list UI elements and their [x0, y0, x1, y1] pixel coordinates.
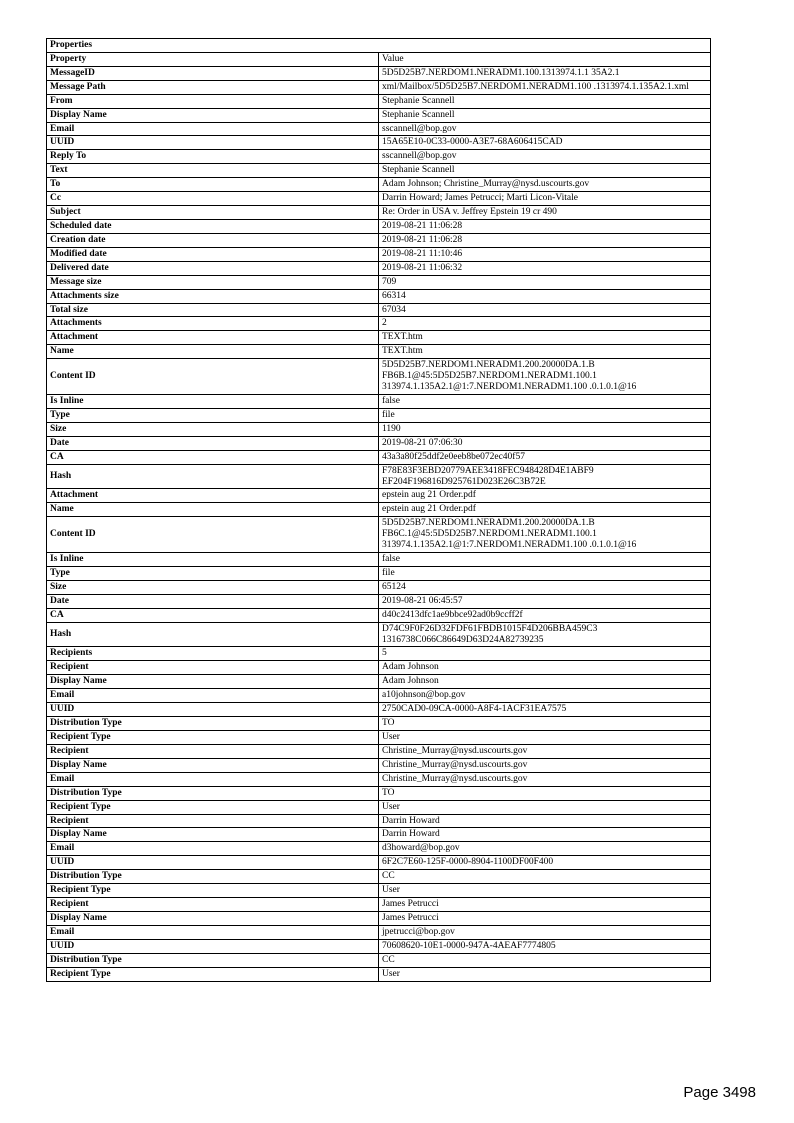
table-row [47, 122, 711, 136]
table-row [47, 758, 711, 772]
property-value-recipients: 5 [379, 647, 711, 661]
property-name-attachment: Attachment [47, 489, 379, 503]
property-name-ca: CA [47, 450, 379, 464]
table-row [47, 717, 711, 731]
property-value-ca: d40c2413dfc1ae9bbce92ad0b9ccff2f [379, 608, 711, 622]
property-value-email: d3howard@bop.gov [379, 842, 711, 856]
table-row [47, 800, 711, 814]
property-value-recipient: Darrin Howard [379, 814, 711, 828]
table-row [47, 939, 711, 953]
property-name-recipient: Recipient [47, 744, 379, 758]
table-row [47, 247, 711, 261]
table-row [47, 489, 711, 503]
property-name-recipients: Recipients [47, 647, 379, 661]
table-row [47, 52, 711, 66]
property-name-content-id: Content ID [47, 359, 379, 395]
property-name-hash: Hash [47, 622, 379, 647]
table-row [47, 136, 711, 150]
property-value-modified-date: 2019-08-21 11:10:46 [379, 247, 711, 261]
property-value-total-size: 67034 [379, 303, 711, 317]
table-row [47, 608, 711, 622]
table-row [47, 594, 711, 608]
property-name-uuid: UUID [47, 939, 379, 953]
table-row [47, 436, 711, 450]
property-value-display-name: Stephanie Scannell [379, 108, 711, 122]
property-value-hash: F78E83F3EBD20779AEE3418FEC948428D4E1ABF9 EF204F196816D925761D023E26C3B72E [379, 464, 711, 489]
property-value-content-id: 5D5D25B7.NERDOM1.NERADM1.200.20000DA.1.B FB6C.1@45:5D5D25B7.NERDOM1.NERADM1.100.1 313974.1.135A2.1@1:7.NERDOM1.NERADM1.100 .0.1.0.1@16 [379, 517, 711, 553]
property-name-display-name: Display Name [47, 758, 379, 772]
property-name-recipient-type: Recipient Type [47, 884, 379, 898]
property-value-display-name: Christine_Murray@nysd.uscourts.gov [379, 758, 711, 772]
property-name-email: Email [47, 122, 379, 136]
table-row [47, 80, 711, 94]
property-value-email: Christine_Murray@nysd.uscourts.gov [379, 772, 711, 786]
property-name-hash: Hash [47, 464, 379, 489]
table-row [47, 661, 711, 675]
property-value-name: TEXT.htm [379, 345, 711, 359]
table-row [47, 689, 711, 703]
property-name-total-size: Total size [47, 303, 379, 317]
property-name-type: Type [47, 408, 379, 422]
table-row [47, 814, 711, 828]
table-row [47, 898, 711, 912]
property-value-recipient-type: User [379, 967, 711, 981]
property-name-email: Email [47, 772, 379, 786]
property-value-is-inline: false [379, 394, 711, 408]
table-row [47, 647, 711, 661]
property-name-display-name: Display Name [47, 108, 379, 122]
table-row [47, 108, 711, 122]
property-name-date: Date [47, 436, 379, 450]
table-row [47, 450, 711, 464]
table-row [47, 828, 711, 842]
property-value-scheduled-date: 2019-08-21 11:06:28 [379, 219, 711, 233]
table-row [47, 150, 711, 164]
property-value-delivered-date: 2019-08-21 11:06:32 [379, 261, 711, 275]
property-name-display-name: Display Name [47, 675, 379, 689]
property-value-from: Stephanie Scannell [379, 94, 711, 108]
property-name-size: Size [47, 422, 379, 436]
table-row [47, 786, 711, 800]
property-value-email: a10johnson@bop.gov [379, 689, 711, 703]
property-name-display-name: Display Name [47, 828, 379, 842]
table-row [47, 912, 711, 926]
property-value-text: Stephanie Scannell [379, 164, 711, 178]
property-value-recipient-type: User [379, 884, 711, 898]
property-name-is-inline: Is Inline [47, 553, 379, 567]
property-value-attachments-size: 66314 [379, 289, 711, 303]
table-row [47, 566, 711, 580]
table-row [47, 517, 711, 553]
property-name-content-id: Content ID [47, 517, 379, 553]
property-value-recipient: James Petrucci [379, 898, 711, 912]
property-name-distribution-type: Distribution Type [47, 786, 379, 800]
property-name-modified-date: Modified date [47, 247, 379, 261]
property-name-email: Email [47, 925, 379, 939]
property-value-creation-date: 2019-08-21 11:06:28 [379, 233, 711, 247]
property-value-attachments: 2 [379, 317, 711, 331]
property-name-recipient: Recipient [47, 898, 379, 912]
properties-table [46, 38, 711, 982]
property-value-email: jpetrucci@bop.gov [379, 925, 711, 939]
table-row [47, 178, 711, 192]
property-value-uuid: 6F2C7E60-125F-0000-8904-1100DF00F400 [379, 856, 711, 870]
table-row [47, 233, 711, 247]
property-name-uuid: UUID [47, 136, 379, 150]
property-value-recipient: Christine_Murray@nysd.uscourts.gov [379, 744, 711, 758]
property-name-recipient-type: Recipient Type [47, 967, 379, 981]
table-row [47, 731, 711, 745]
property-name-name: Name [47, 503, 379, 517]
table-row [47, 580, 711, 594]
table-row [47, 261, 711, 275]
property-name-cc: Cc [47, 192, 379, 206]
property-value-attachment: epstein aug 21 Order.pdf [379, 489, 711, 503]
property-value-date: 2019-08-21 06:45:57 [379, 594, 711, 608]
property-value-reply-to: sscannell@bop.gov [379, 150, 711, 164]
table-row [47, 884, 711, 898]
property-name-attachments: Attachments [47, 317, 379, 331]
property-name-distribution-type: Distribution Type [47, 953, 379, 967]
property-name-scheduled-date: Scheduled date [47, 219, 379, 233]
table-row [47, 772, 711, 786]
property-value-property: Value [379, 52, 711, 66]
property-name-from: From [47, 94, 379, 108]
table-row [47, 394, 711, 408]
table-row [47, 317, 711, 331]
property-value-content-id: 5D5D25B7.NERDOM1.NERADM1.200.20000DA.1.B FB6B.1@45:5D5D25B7.NERDOM1.NERADM1.100.1 313974.1.135A2.1@1:7.NERDOM1.NERADM1.100 .0.1.0.1@16 [379, 359, 711, 395]
table-row [47, 345, 711, 359]
table-row [47, 359, 711, 395]
property-value-display-name: James Petrucci [379, 912, 711, 926]
property-name-message-path: Message Path [47, 80, 379, 94]
table-row [47, 422, 711, 436]
property-name-recipient: Recipient [47, 814, 379, 828]
table-row [47, 303, 711, 317]
table-title: Properties [47, 39, 711, 53]
property-name-display-name: Display Name [47, 912, 379, 926]
table-row [47, 164, 711, 178]
property-name-distribution-type: Distribution Type [47, 870, 379, 884]
property-value-distribution-type: CC [379, 870, 711, 884]
table-row [47, 275, 711, 289]
property-value-date: 2019-08-21 07:06:30 [379, 436, 711, 450]
property-value-ca: 43a3a80f25ddf2e0eeb8be072ec40f57 [379, 450, 711, 464]
property-value-recipient-type: User [379, 731, 711, 745]
table-title-row [47, 39, 711, 53]
property-value-to: Adam Johnson; Christine_Murray@nysd.uscourts.gov [379, 178, 711, 192]
property-value-messageid: 5D5D25B7.NERDOM1.NERADM1.100.1313974.1.1 35A2.1 [379, 66, 711, 80]
property-value-subject: Re: Order in USA v. Jeffrey Epstein 19 cr 490 [379, 206, 711, 220]
property-value-hash: D74C9F0F26D32FDF61FBDB1015F4D206BBA459C3 1316738C066C86649D63D24A82739235 [379, 622, 711, 647]
property-name-uuid: UUID [47, 856, 379, 870]
property-value-uuid: 70608620-10E1-0000-947A-4AEAF7774805 [379, 939, 711, 953]
property-name-attachments-size: Attachments size [47, 289, 379, 303]
property-name-subject: Subject [47, 206, 379, 220]
table-row [47, 870, 711, 884]
table-row [47, 967, 711, 981]
table-row [47, 744, 711, 758]
table-row [47, 675, 711, 689]
property-name-uuid: UUID [47, 703, 379, 717]
property-value-message-size: 709 [379, 275, 711, 289]
table-row [47, 192, 711, 206]
table-row [47, 289, 711, 303]
table-row [47, 94, 711, 108]
property-value-uuid: 2750CAD0-09CA-0000-A8F4-1ACF31EA7575 [379, 703, 711, 717]
property-value-size: 65124 [379, 580, 711, 594]
property-value-size: 1190 [379, 422, 711, 436]
property-value-recipient: Adam Johnson [379, 661, 711, 675]
property-value-type: file [379, 566, 711, 580]
property-name-email: Email [47, 689, 379, 703]
property-value-name: epstein aug 21 Order.pdf [379, 503, 711, 517]
property-name-to: To [47, 178, 379, 192]
property-value-uuid: 15A65E10-0C33-0000-A3E7-68A606415CAD [379, 136, 711, 150]
property-value-is-inline: false [379, 553, 711, 567]
table-row [47, 856, 711, 870]
table-row [47, 464, 711, 489]
table-row [47, 408, 711, 422]
properties-table-body [47, 39, 711, 982]
table-row [47, 703, 711, 717]
table-row [47, 953, 711, 967]
property-value-attachment: TEXT.htm [379, 331, 711, 345]
table-row [47, 925, 711, 939]
table-row [47, 206, 711, 220]
property-name-reply-to: Reply To [47, 150, 379, 164]
property-name-recipient: Recipient [47, 661, 379, 675]
property-name-text: Text [47, 164, 379, 178]
property-name-distribution-type: Distribution Type [47, 717, 379, 731]
property-name-is-inline: Is Inline [47, 394, 379, 408]
property-name-name: Name [47, 345, 379, 359]
property-name-ca: CA [47, 608, 379, 622]
property-value-recipient-type: User [379, 800, 711, 814]
property-name-type: Type [47, 566, 379, 580]
property-name-delivered-date: Delivered date [47, 261, 379, 275]
property-value-distribution-type: CC [379, 953, 711, 967]
table-row [47, 503, 711, 517]
table-row [47, 622, 711, 647]
table-row [47, 553, 711, 567]
property-name-property: Property [47, 52, 379, 66]
property-name-size: Size [47, 580, 379, 594]
property-name-date: Date [47, 594, 379, 608]
property-value-distribution-type: TO [379, 717, 711, 731]
property-name-attachment: Attachment [47, 331, 379, 345]
property-name-recipient-type: Recipient Type [47, 800, 379, 814]
page-number: Page 3498 [683, 1084, 756, 1101]
property-value-type: file [379, 408, 711, 422]
table-row [47, 219, 711, 233]
property-value-distribution-type: TO [379, 786, 711, 800]
property-name-creation-date: Creation date [47, 233, 379, 247]
table-row [47, 842, 711, 856]
property-name-messageid: MessageID [47, 66, 379, 80]
property-name-email: Email [47, 842, 379, 856]
property-name-message-size: Message size [47, 275, 379, 289]
property-value-display-name: Darrin Howard [379, 828, 711, 842]
property-name-recipient-type: Recipient Type [47, 731, 379, 745]
property-value-message-path: xml/Mailbox/5D5D25B7.NERDOM1.NERADM1.100 .1313974.1.135A2.1.xml [379, 80, 711, 94]
property-value-cc: Darrin Howard; James Petrucci; Marti Licon-Vitale [379, 192, 711, 206]
table-row [47, 66, 711, 80]
property-value-display-name: Adam Johnson [379, 675, 711, 689]
table-row [47, 331, 711, 345]
property-value-email: sscannell@bop.gov [379, 122, 711, 136]
